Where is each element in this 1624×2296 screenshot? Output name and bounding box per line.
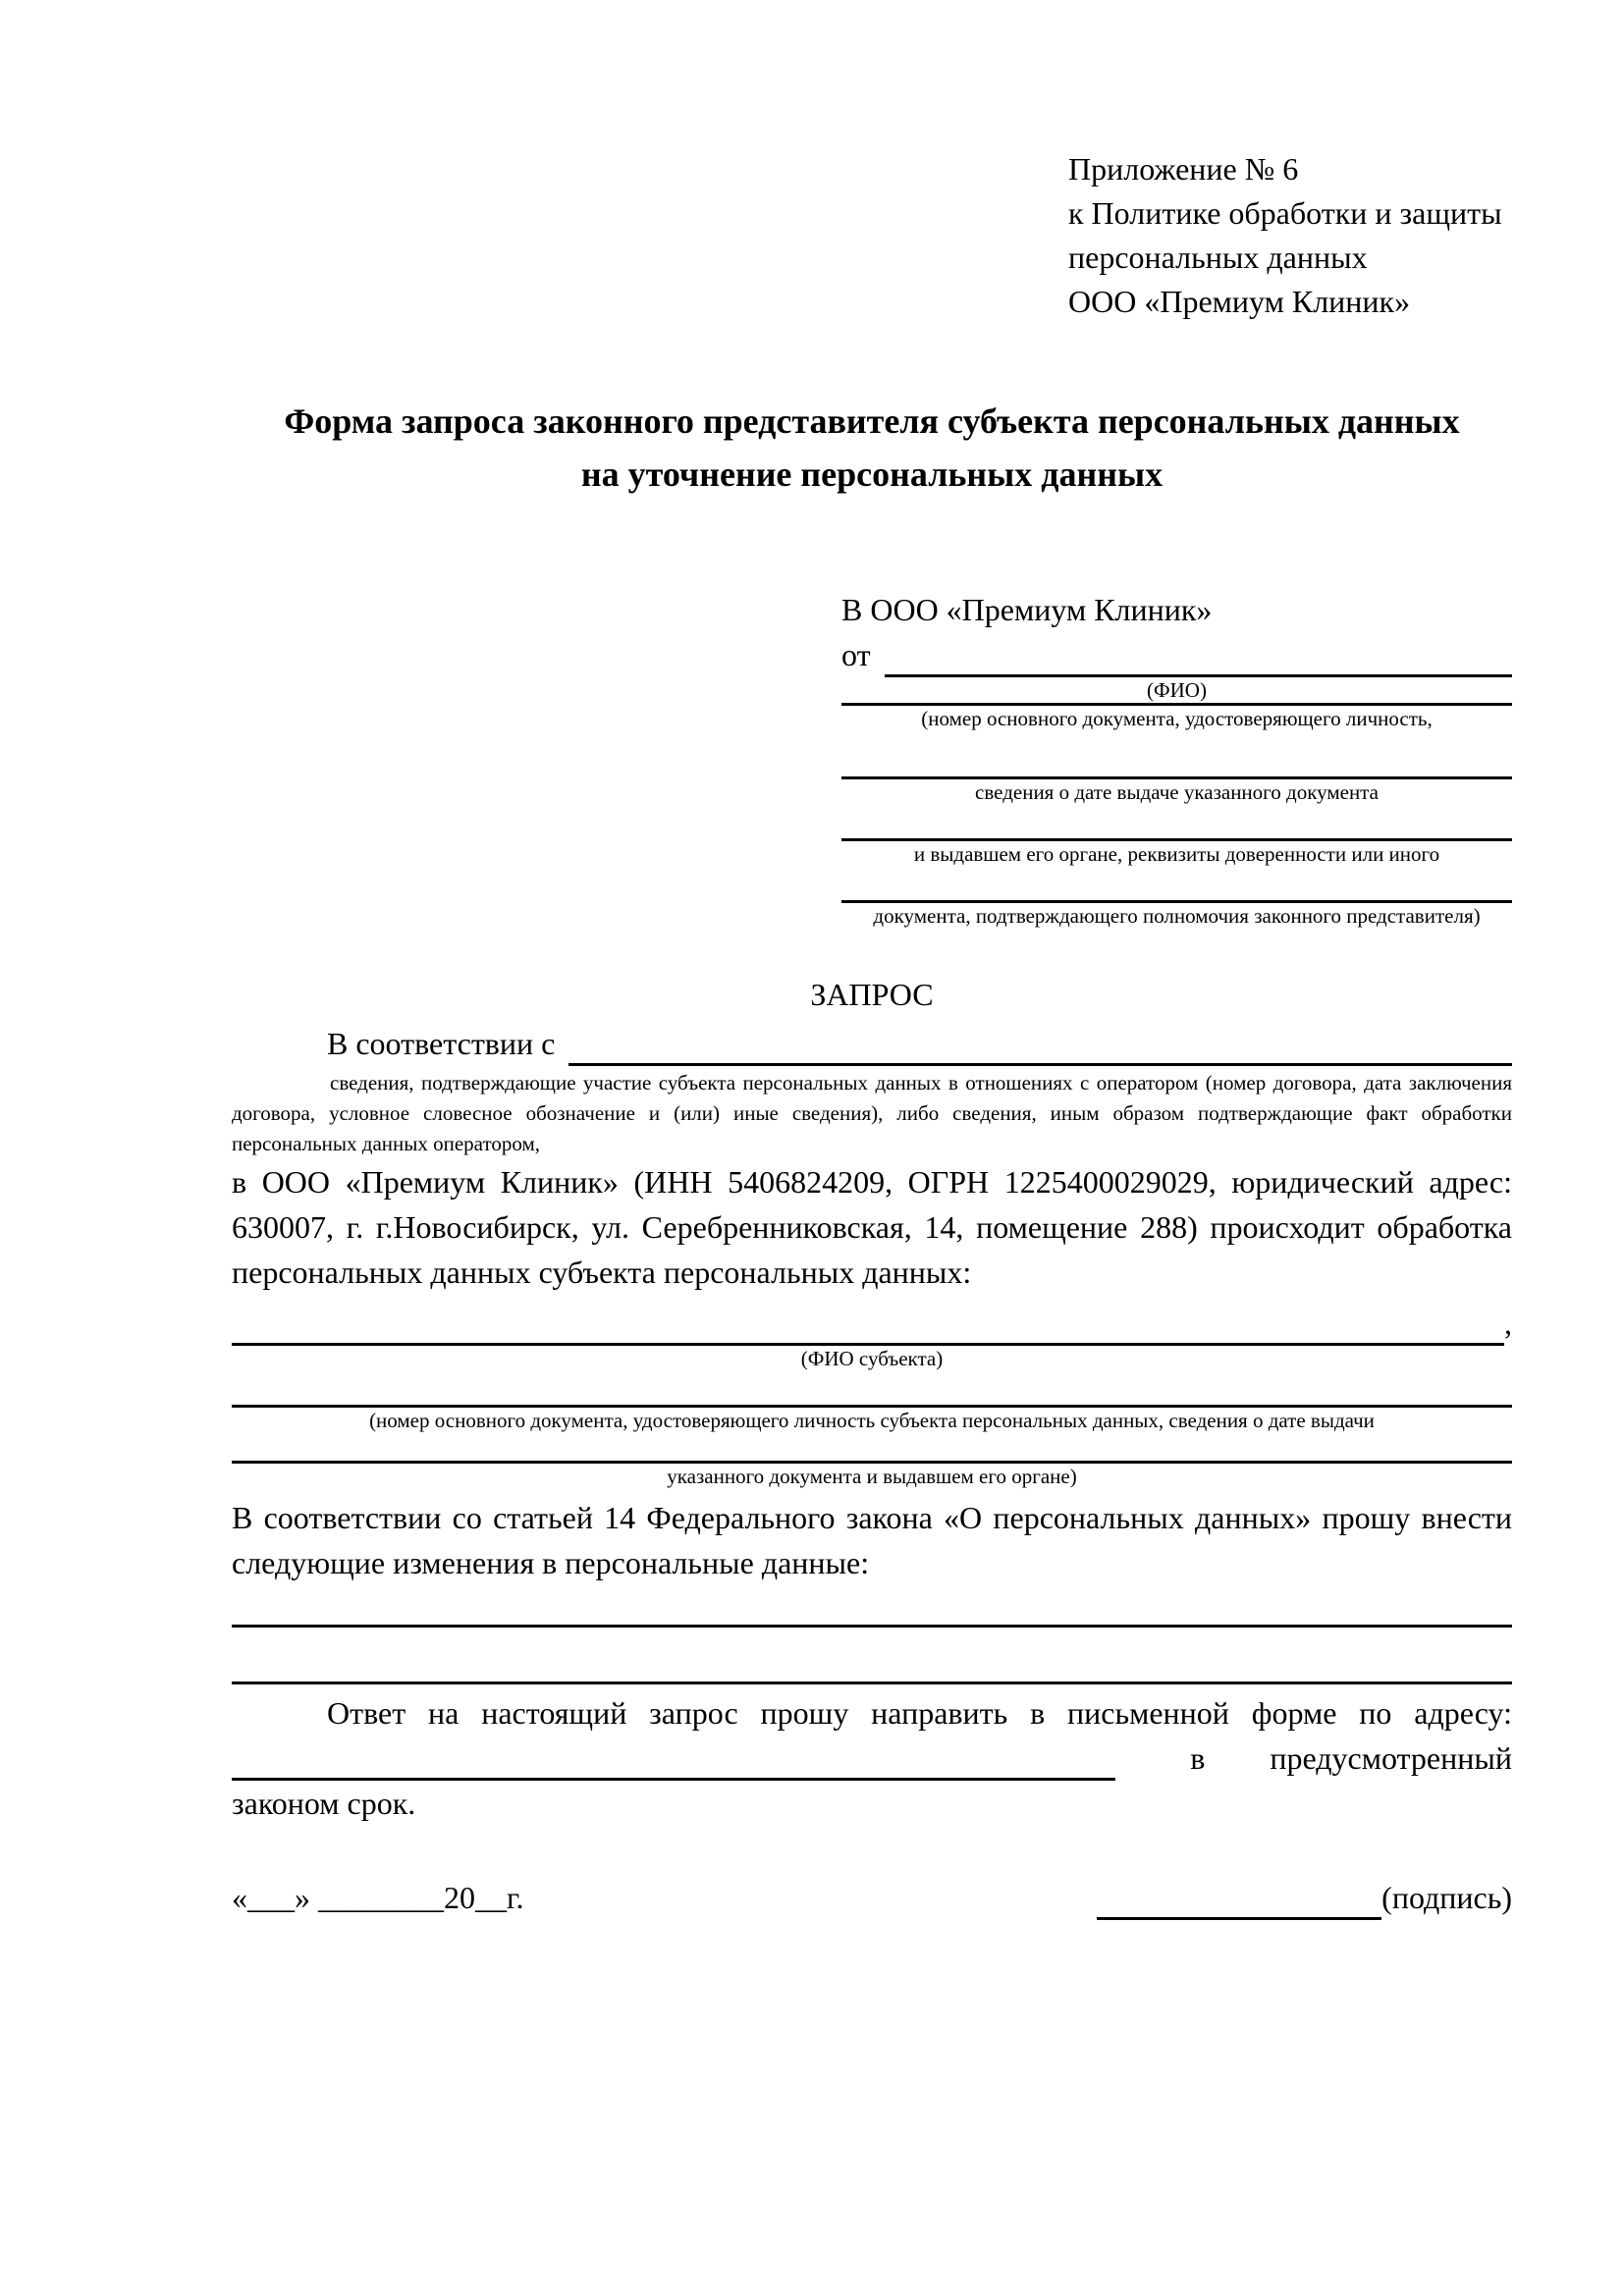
answer-paragraph-mid: в предусмотренный xyxy=(1190,1740,1512,1776)
accordance-row xyxy=(232,1021,1512,1066)
appendix-header-line: персональных данных xyxy=(1068,240,1368,275)
addressee-from-row xyxy=(841,632,1512,677)
authority-document-field xyxy=(841,867,1512,929)
subject-document-blank-line xyxy=(232,1371,1512,1408)
signature-caption: (подпись) xyxy=(1381,1880,1512,1915)
document-title-line2: на уточнение персональных данных xyxy=(580,454,1164,494)
addressee-block xyxy=(841,587,1512,929)
issue-date-field xyxy=(841,731,1512,805)
fio-caption: (ФИО) xyxy=(1147,678,1207,702)
issuing-authority-field xyxy=(841,805,1512,867)
subject-fio-blank-line xyxy=(232,1308,1504,1346)
answer-paragraph-start: Ответ на настоящий запрос прошу направить в письменной форме по адресу: xyxy=(327,1695,1512,1731)
changes-blank-line2 xyxy=(232,1628,1512,1684)
appendix-header xyxy=(1068,147,1512,324)
signature-group xyxy=(1097,1875,1512,1920)
subject-comma: , xyxy=(1504,1306,1512,1341)
accordance-label: В соответствии с xyxy=(327,1026,556,1061)
field-caption: документа, подтверждающего полномочия законного представителя) xyxy=(873,904,1481,928)
addressee-to-line: В ООО «Премиум Клиник» xyxy=(841,592,1213,627)
signature-blank-line xyxy=(1097,1884,1381,1920)
subject-document-caption2: указанного документа и выдавшем его органе) xyxy=(667,1465,1077,1488)
subject-document-blank-line2 xyxy=(232,1433,1512,1464)
appendix-header-line: к Политике обработки и защиты xyxy=(1068,195,1502,231)
accordance-caption: сведения, подтверждающие участие субъекта персональных данных в отношениях с оператором (номер договора, дата заключения договора, условное словесное обозначение и (или) иные сведения), либо сведения, иным образом подтверждающие факт обработки персональных данных оператором, xyxy=(232,1071,1512,1155)
document-title-line1: Форма запроса законного представителя субъекта персональных данных xyxy=(284,401,1460,441)
blank-line xyxy=(841,731,1512,779)
date-signature-row xyxy=(232,1875,1512,1920)
field-caption: сведения о дате выдаче указанного документа xyxy=(975,780,1379,804)
answer-address-row xyxy=(232,1735,1512,1781)
subject-document-caption1: (номер основного документа, удостоверяющего личность субъекта персональных данных, сведения о дате выдачи xyxy=(369,1409,1375,1432)
field-caption: и выдавшем его органе, реквизиты доверенности или иного xyxy=(913,842,1440,866)
blank-line xyxy=(841,867,1512,903)
document-title xyxy=(232,395,1512,501)
appendix-header-line: ООО «Премиум Клиник» xyxy=(1068,284,1411,319)
field-caption: (номер основного документа, удостоверяющего личность, xyxy=(921,707,1433,730)
changes-blank-line1 xyxy=(232,1585,1512,1628)
operator-paragraph: в ООО «Премиум Клиник» (ИНН 5406824209, ОГРН 1225400029029, юридический адрес: 630007, г. г.Новосибирск, ул. Серебренниковская, 14, помещение 288) происходит обработка персональных данных субъекта персональных данных: xyxy=(232,1164,1512,1290)
document-number-field xyxy=(841,703,1512,731)
from-label: от xyxy=(841,637,871,672)
law-paragraph: В соответствии со статьей 14 Федерального закона «О персональных данных» прошу внести следующие изменения в персональные данные: xyxy=(232,1500,1512,1580)
date-placeholder: «___» ________20__г. xyxy=(232,1880,524,1915)
accordance-blank-line xyxy=(568,1030,1512,1066)
blank-line xyxy=(841,805,1512,841)
subject-fio-row xyxy=(232,1301,1512,1346)
answer-paragraph-end: законом срок. xyxy=(232,1786,416,1821)
appendix-header-line: Приложение № 6 xyxy=(1068,151,1299,187)
subject-fio-caption: (ФИО субъекта) xyxy=(800,1347,944,1370)
request-heading: ЗАПРОС xyxy=(810,977,934,1012)
fio-blank-line xyxy=(885,639,1512,677)
address-blank-line xyxy=(232,1744,1115,1781)
